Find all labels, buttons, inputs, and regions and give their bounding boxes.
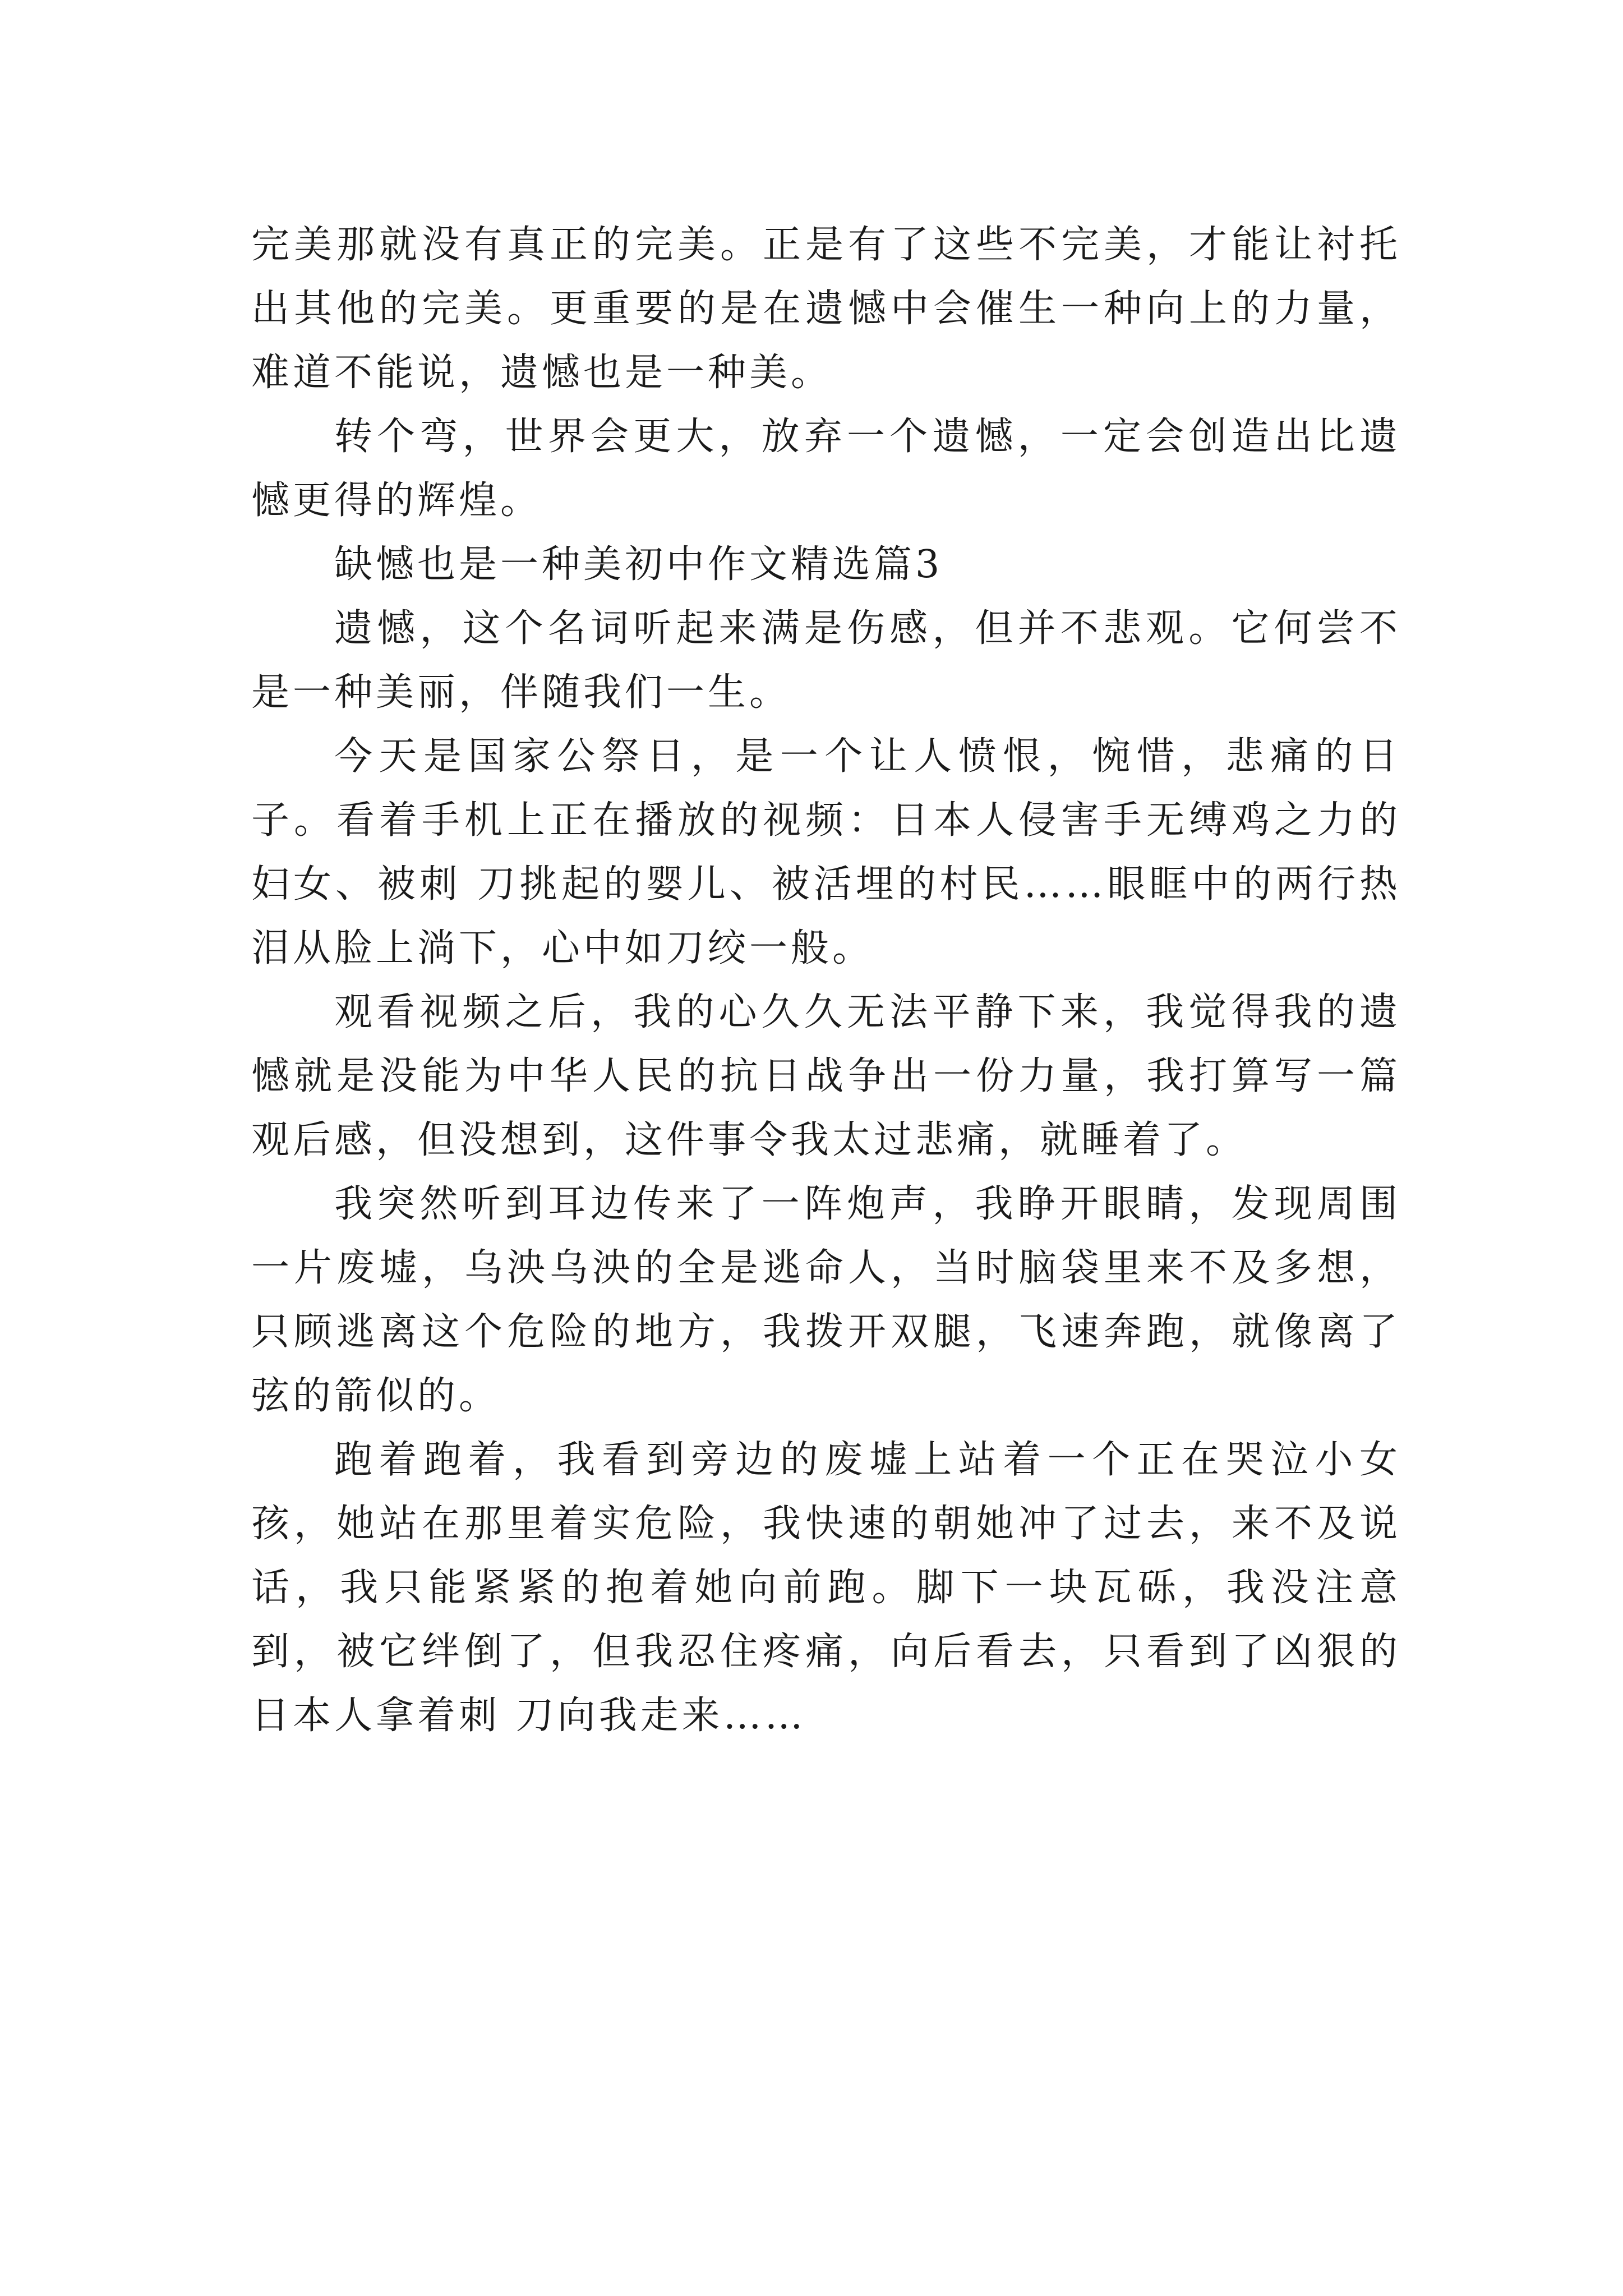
paragraph-little-girl: 跑着跑着，我看到旁边的废墟上站着一个正在哭泣小女孩，她站在那里着实危险，我快速的朝她冲了过去，来不及说话，我只能紧紧的抱着她向前跑。脚下一块瓦砾，我没注意到，被它绊倒了，但我忍住疼痛，向后看去，只看到了凶狠的日本人拿着刺 刀向我走来……: [251, 1438, 1401, 1738]
section-heading: 缺憾也是一种美初中作文精选篇3: [334, 542, 943, 587]
paragraph-after-video: 观看视频之后，我的心久久无法平静下来，我觉得我的遗憾就是没能为中华人民的抗日战争出一份力量，我打算写一篇观后感，但没想到，这件事令我太过悲痛，就睡着了。: [251, 990, 1401, 1162]
paragraph-turn: 转个弯，世界会更大，放弃一个遗憾，一定会创造出比遗憾更得的辉煌。: [251, 415, 1401, 523]
document-body: [251, 213, 1401, 1748]
paragraph-dream-escape: 我突然听到耳边传来了一阵炮声，我睁开眼睛，发现周围一片废墟，乌泱乌泱的全是逃命人，当时脑袋里来不及多想，只顾逃离这个危险的地方，我拨开双腿，飞速奔跑，就像离了弦的箭似的。: [251, 1182, 1401, 1418]
paragraph-regret: 遗憾，这个名词听起来满是伤感，但并不悲观。它何尝不是一种美丽，伴随我们一生。: [251, 606, 1401, 715]
paragraph-continuation: 完美那就没有真正的完美。正是有了这些不完美，才能让衬托出其他的完美。更重要的是在遗憾中会催生一种向上的力量，难道不能说，遗憾也是一种美。: [251, 223, 1401, 395]
paragraph-memorial-day: 今天是国家公祭日，是一个让人愤恨，惋惜，悲痛的日子。看着手机上正在播放的视频：日本人侵害手无缚鸡之力的妇女、被刺 刀挑起的婴儿、被活埋的村民……眼眶中的两行热泪从脸上淌下，心中如刀绞一般。: [251, 734, 1401, 970]
